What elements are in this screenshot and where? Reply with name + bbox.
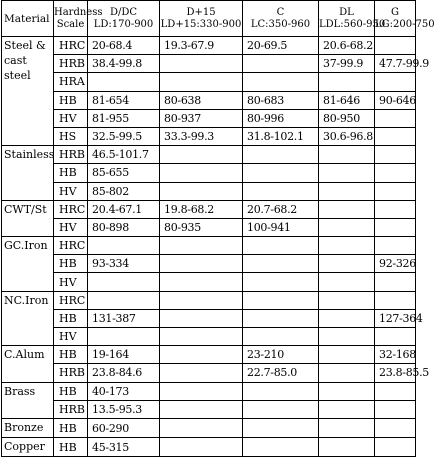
range-cell-c (243, 146, 319, 164)
range-cell-g (375, 182, 416, 200)
range-cell-d-dc: 85-655 (88, 164, 160, 182)
range-cell-d15: 19.8-68.2 (160, 200, 243, 218)
range-cell-g (375, 37, 416, 55)
scale-cell: HRB (54, 400, 88, 418)
table-row (2, 37, 416, 55)
header-c (243, 1, 319, 37)
table-row (2, 200, 416, 218)
range-cell-dl (319, 73, 375, 91)
range-cell-c (243, 164, 319, 182)
scale-cell: HB (54, 164, 88, 182)
scale-cell: HV (54, 109, 88, 127)
scale-cell: HB (54, 438, 88, 457)
range-cell-d-dc: 93-334 (88, 255, 160, 273)
range-cell-d-dc: 60-290 (88, 418, 160, 437)
table-row (2, 55, 416, 73)
table-row (2, 309, 416, 327)
scale-cell: HV (54, 273, 88, 291)
range-cell-d15 (160, 438, 243, 457)
range-cell-d-dc: 40-173 (88, 382, 160, 400)
range-cell-c (243, 55, 319, 73)
range-cell-c: 80-683 (243, 91, 319, 109)
range-cell-c: 23-210 (243, 346, 319, 364)
range-cell-dl (319, 200, 375, 218)
range-cell-d-dc (88, 273, 160, 291)
material-cell: Brass (2, 382, 54, 418)
range-cell-g (375, 164, 416, 182)
range-cell-d15: 80-638 (160, 91, 243, 109)
material-cell: NC.Iron (2, 291, 54, 346)
header-material-label: Material (4, 12, 50, 25)
table-row (2, 73, 416, 91)
range-cell-d15 (160, 400, 243, 418)
range-cell-d15 (160, 291, 243, 309)
range-cell-dl (319, 182, 375, 200)
range-cell-c: 20.7-68.2 (243, 200, 319, 218)
range-cell-dl (319, 400, 375, 418)
scale-cell: HRC (54, 37, 88, 55)
range-cell-g (375, 146, 416, 164)
range-cell-g (375, 127, 416, 145)
range-cell-dl (319, 382, 375, 400)
scale-cell: HRC (54, 237, 88, 255)
scale-cell: HB (54, 418, 88, 437)
range-cell-dl: 80-950 (319, 109, 375, 127)
header-d15-range: LD+15:330-900 (160, 18, 242, 30)
range-cell-c (243, 182, 319, 200)
header-hardness-scale (54, 1, 103, 37)
range-cell-g (375, 109, 416, 127)
range-cell-g (375, 218, 416, 236)
table-row (2, 255, 416, 273)
header-d-dc-name: D/DC (109, 6, 138, 18)
table-row (2, 164, 416, 182)
range-cell-c (243, 273, 319, 291)
material-cell: Stainless (2, 146, 54, 201)
table-row (2, 291, 416, 309)
range-cell-dl (319, 291, 375, 309)
material-cell: CWT/St (2, 200, 54, 236)
range-cell-c: 80-996 (243, 109, 319, 127)
range-cell-d15 (160, 164, 243, 182)
range-cell-d-dc: 13.5-95.3 (88, 400, 160, 418)
table-row (2, 382, 416, 400)
range-cell-d-dc: 85-802 (88, 182, 160, 200)
range-cell-g (375, 291, 416, 309)
range-cell-d-dc: 23.8-84.6 (88, 364, 160, 382)
range-cell-d15: 80-937 (160, 109, 243, 127)
table-row (2, 438, 416, 457)
scale-cell: HRC (54, 200, 88, 218)
range-cell-g (375, 400, 416, 418)
header-dl-range: LDL:560-950 (319, 18, 386, 30)
header-d15 (160, 1, 243, 37)
range-cell-d-dc: 81-955 (88, 109, 160, 127)
scale-cell: HV (54, 218, 88, 236)
range-cell-dl (319, 438, 375, 457)
range-cell-c (243, 400, 319, 418)
range-cell-d-dc: 131-387 (88, 309, 160, 327)
table-row (2, 364, 416, 382)
range-cell-d15 (160, 309, 243, 327)
range-cell-dl (319, 237, 375, 255)
range-cell-d15: 80-935 (160, 218, 243, 236)
range-cell-c (243, 73, 319, 91)
scale-cell: HRB (54, 55, 88, 73)
range-cell-d-dc: 46.5-101.7 (88, 146, 160, 164)
range-cell-d15 (160, 328, 243, 346)
range-cell-dl (319, 364, 375, 382)
range-cell-g: 90-646 (375, 91, 416, 109)
range-cell-g: 92-326 (375, 255, 416, 273)
table-row (2, 127, 416, 145)
header-c-name: C (276, 6, 285, 18)
header-row (2, 1, 416, 37)
range-cell-g (375, 273, 416, 291)
range-cell-d-dc (88, 237, 160, 255)
range-cell-dl (319, 273, 375, 291)
range-cell-c: 31.8-102.1 (243, 127, 319, 145)
table-row (2, 400, 416, 418)
range-cell-d15 (160, 146, 243, 164)
header-g-range: LG:200-750 (375, 18, 435, 30)
table-row (2, 328, 416, 346)
material-cell: Copper (2, 438, 54, 457)
range-cell-d15: 19.3-67.9 (160, 37, 243, 55)
material-label-line: Steel & (4, 39, 46, 52)
range-cell-g (375, 200, 416, 218)
header-dl (319, 1, 386, 37)
scale-cell: HB (54, 382, 88, 400)
hardness-range-table (1, 0, 435, 457)
scale-cell: HB (54, 255, 88, 273)
range-cell-c (243, 309, 319, 327)
range-cell-g: 47.7-99.9 (375, 55, 416, 73)
range-cell-d15 (160, 73, 243, 91)
range-cell-dl (319, 418, 375, 437)
header-c-range: LC:350-960 (250, 18, 311, 30)
table-body (2, 37, 430, 457)
scale-cell: HB (54, 309, 88, 327)
range-cell-d15: 33.3-99.3 (160, 127, 243, 145)
range-cell-dl: 30.6-96.8 (319, 127, 375, 145)
range-cell-c: 20-69.5 (243, 37, 319, 55)
header-scale-line1: Hardness (54, 6, 103, 18)
range-cell-dl: 81-646 (319, 91, 375, 109)
range-cell-c: 100-941 (243, 218, 319, 236)
material-label-line: cast steel (4, 54, 31, 82)
range-cell-g (375, 382, 416, 400)
range-cell-d-dc: 80-898 (88, 218, 160, 236)
range-cell-g (375, 73, 416, 91)
range-cell-d-dc: 32.5-99.5 (88, 127, 160, 145)
range-cell-g (375, 418, 416, 437)
range-cell-d15 (160, 364, 243, 382)
range-cell-d15 (160, 182, 243, 200)
header-material (2, 1, 54, 37)
range-cell-c (243, 418, 319, 437)
range-cell-d-dc: 38.4-99.8 (88, 55, 160, 73)
header-d-dc-range: LD:170-900 (93, 18, 154, 30)
range-cell-c (243, 291, 319, 309)
range-cell-g: 32-168 (375, 346, 416, 364)
scale-cell: HB (54, 346, 88, 364)
range-cell-dl (319, 146, 375, 164)
table-row (2, 182, 416, 200)
range-cell-c (243, 382, 319, 400)
table-row (2, 91, 416, 109)
range-cell-d-dc: 20.4-67.1 (88, 200, 160, 218)
scale-cell: HRA (54, 73, 88, 91)
table-row (2, 273, 416, 291)
scale-cell: HRC (54, 291, 88, 309)
range-cell-dl (319, 328, 375, 346)
range-cell-dl (319, 164, 375, 182)
range-cell-dl: 20.6-68.2 (319, 37, 375, 55)
range-cell-c (243, 237, 319, 255)
range-cell-d15 (160, 55, 243, 73)
range-cell-d15 (160, 237, 243, 255)
scale-cell: HS (54, 127, 88, 145)
range-cell-d-dc: 45-315 (88, 438, 160, 457)
range-cell-d-dc (88, 328, 160, 346)
range-cell-dl: 37-99.9 (319, 55, 375, 73)
range-cell-d15 (160, 255, 243, 273)
scale-cell: HB (54, 91, 88, 109)
range-cell-dl (319, 218, 375, 236)
range-cell-d-dc: 19-164 (88, 346, 160, 364)
material-cell (2, 37, 54, 146)
range-cell-g: 23.8-85.5 (375, 364, 416, 382)
table-row (2, 109, 416, 127)
range-cell-d15 (160, 418, 243, 437)
range-cell-d15 (160, 346, 243, 364)
table-row (2, 346, 416, 364)
range-cell-c (243, 255, 319, 273)
range-cell-g (375, 438, 416, 457)
range-cell-g (375, 328, 416, 346)
range-cell-dl (319, 255, 375, 273)
header-g-name: G (391, 6, 399, 18)
material-cell: C.Alum (2, 346, 54, 382)
scale-cell: HV (54, 328, 88, 346)
range-cell-c (243, 328, 319, 346)
scale-cell: HV (54, 182, 88, 200)
range-cell-dl (319, 346, 375, 364)
table-row (2, 146, 416, 164)
range-cell-g: 127-364 (375, 309, 416, 327)
table-row (2, 237, 416, 255)
range-cell-d-dc: 20-68.4 (88, 37, 160, 55)
header-scale-line2: Scale (56, 18, 85, 30)
range-cell-d-dc (88, 73, 160, 91)
material-cell: GC.Iron (2, 237, 54, 292)
range-cell-c: 22.7-85.0 (243, 364, 319, 382)
range-cell-d-dc (88, 291, 160, 309)
range-cell-c (243, 438, 319, 457)
table-row (2, 418, 416, 437)
header-d15-name: D+15 (186, 6, 216, 18)
range-cell-dl (319, 309, 375, 327)
range-cell-d-dc: 81-654 (88, 91, 160, 109)
header-d-dc (88, 1, 160, 37)
table-row (2, 218, 416, 236)
scale-cell: HRB (54, 364, 88, 382)
range-cell-d15 (160, 273, 243, 291)
header-g (375, 1, 435, 37)
scale-cell: HRB (54, 146, 88, 164)
range-cell-d15 (160, 382, 243, 400)
header-dl-name: DL (339, 6, 354, 18)
material-cell: Bronze (2, 418, 54, 437)
range-cell-g (375, 237, 416, 255)
